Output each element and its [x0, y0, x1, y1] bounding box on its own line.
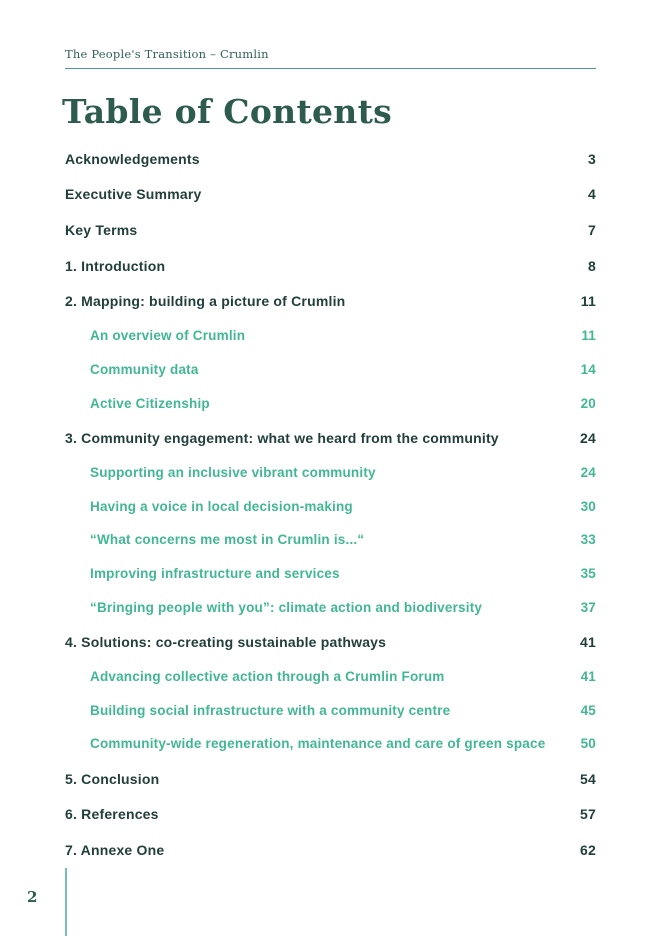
- page-number: 2: [27, 888, 38, 906]
- toc-entry-label: 4. Solutions: co-creating sustainable pathways: [65, 633, 387, 650]
- toc-entry[interactable]: [65, 141, 596, 177]
- toc-entry-page: 24: [580, 464, 596, 480]
- toc-entry-page: 20: [580, 395, 596, 411]
- toc-entry[interactable]: [65, 319, 596, 353]
- footer-divider: [65, 868, 67, 936]
- toc-entry[interactable]: [65, 353, 596, 387]
- toc-entry[interactable]: [65, 727, 596, 761]
- toc-entry[interactable]: [65, 489, 596, 523]
- toc-entry-label: Executive Summary: [65, 186, 202, 203]
- toc-entry-page: 4: [588, 186, 596, 203]
- toc-entry[interactable]: [65, 624, 596, 660]
- toc-entry[interactable]: [65, 832, 596, 868]
- toc-entry-label: Community-wide regeneration, maintenance and care of green space: [90, 736, 546, 752]
- toc-entry[interactable]: [65, 761, 596, 797]
- toc-entry-page: 45: [580, 702, 596, 718]
- toc-entry-page: 11: [580, 293, 596, 310]
- toc-entry-label: 7. Annexe One: [65, 841, 165, 858]
- toc-entry[interactable]: [65, 386, 596, 420]
- toc-entry-page: 33: [580, 532, 596, 548]
- toc-entry-label: Improving infrastructure and services: [90, 566, 340, 582]
- toc-entry[interactable]: [65, 660, 596, 694]
- toc-entry-label: 6. References: [65, 806, 159, 823]
- toc-entry[interactable]: [65, 523, 596, 557]
- toc-entry[interactable]: [65, 456, 596, 490]
- toc-entry-label: Community data: [90, 362, 199, 377]
- toc-entry-page: 11: [581, 328, 596, 344]
- toc-entry-page: 50: [580, 736, 596, 752]
- toc-entry-label: Key Terms: [65, 221, 138, 238]
- toc-entry-page: 41: [580, 633, 596, 650]
- toc-entry-page: 37: [580, 599, 596, 615]
- running-header-text: The People's Transition – Crumlin: [65, 47, 269, 61]
- toc-entry-label: 5. Conclusion: [65, 770, 160, 787]
- toc-entry[interactable]: [65, 177, 596, 213]
- table-of-contents: [65, 141, 596, 868]
- toc-entry[interactable]: [65, 796, 596, 832]
- toc-entry-page: 30: [580, 498, 596, 514]
- toc-entry-page: 41: [580, 669, 596, 684]
- toc-entry[interactable]: [65, 248, 596, 284]
- toc-entry[interactable]: [65, 283, 596, 319]
- toc-entry-label: Building social infrastructure with a community centre: [90, 702, 451, 718]
- toc-entry-label: “Bringing people with you”: climate action and biodiversity: [90, 599, 483, 615]
- toc-entry-label: Having a voice in local decision-making: [90, 498, 353, 514]
- toc-entry[interactable]: [65, 590, 596, 624]
- toc-entry[interactable]: [65, 420, 596, 456]
- toc-entry[interactable]: [65, 212, 596, 248]
- toc-entry-label: Advancing collective action through a Crumlin Forum: [90, 669, 445, 684]
- toc-entry-page: 3: [588, 150, 596, 167]
- running-header: [65, 0, 596, 69]
- toc-entry-label: Acknowledgements: [65, 150, 200, 167]
- toc-entry[interactable]: [65, 557, 596, 591]
- toc-entry-page: 14: [580, 362, 596, 377]
- toc-entry-page: 54: [580, 770, 596, 787]
- toc-entry-label: “What concerns me most in Crumlin is...“: [90, 532, 365, 548]
- toc-entry-label: An overview of Crumlin: [90, 328, 246, 344]
- toc-entry-page: 7: [588, 221, 596, 238]
- toc-entry-page: 57: [580, 806, 596, 823]
- toc-entry[interactable]: [65, 693, 596, 727]
- toc-entry-label: Active Citizenship: [90, 395, 210, 411]
- toc-entry-page: 24: [580, 429, 596, 446]
- toc-entry-label: 3. Community engagement: what we heard from the community: [65, 429, 499, 446]
- toc-entry-page: 8: [588, 257, 596, 274]
- toc-entry-label: 2. Mapping: building a picture of Crumlin: [65, 293, 346, 310]
- page-title: Table of Contents: [62, 92, 392, 131]
- toc-entry-page: 62: [580, 841, 596, 858]
- toc-entry-label: Supporting an inclusive vibrant community: [90, 464, 376, 480]
- toc-entry-label: 1. Introduction: [65, 257, 166, 274]
- toc-entry-page: 35: [580, 566, 596, 582]
